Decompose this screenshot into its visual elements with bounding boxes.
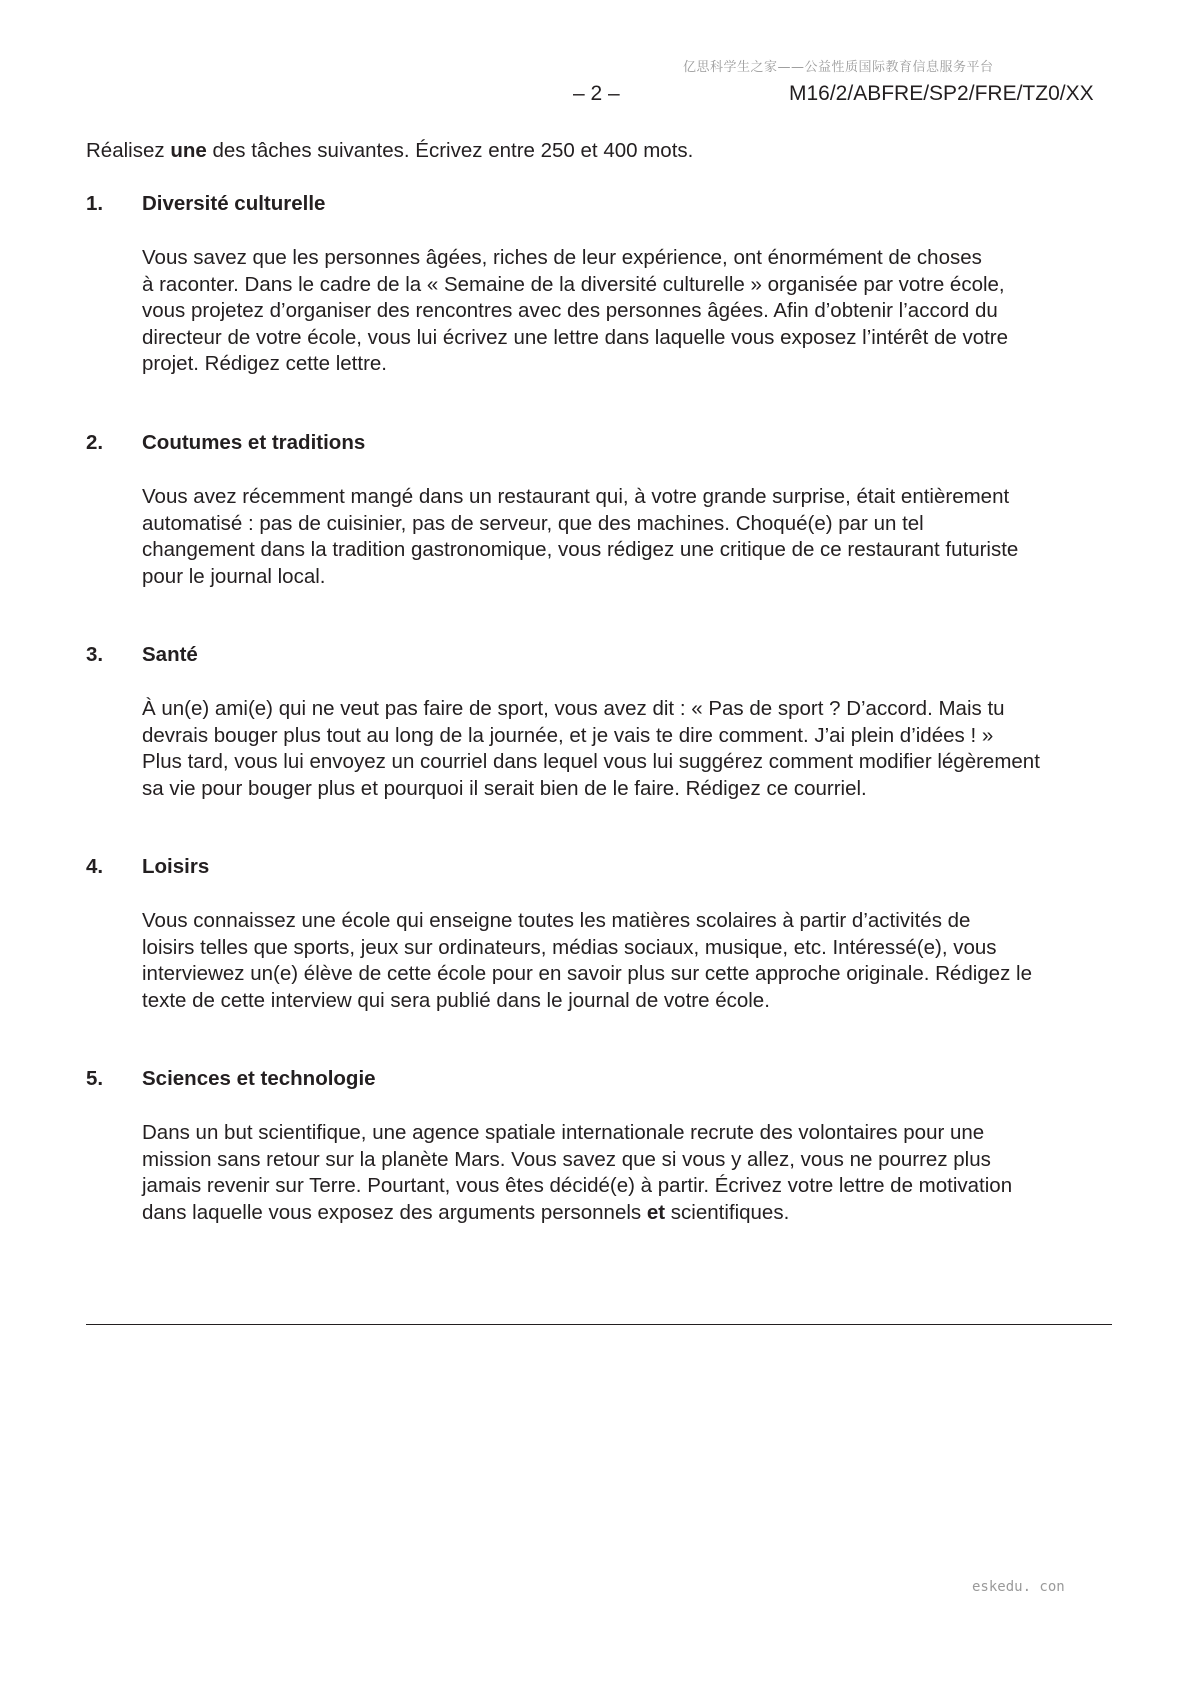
task-header <box>86 192 1116 220</box>
task-description <box>142 484 1117 590</box>
task-header <box>86 643 1116 671</box>
task-line-end: scientifiques. <box>665 1200 790 1224</box>
task-line: sa vie pour bouger plus et pourquoi il serait bien de le faire. Rédigez ce courriel. <box>142 776 867 800</box>
task-line: loisirs telles que sports, jeux sur ordinateurs, médias sociaux, musique, etc. Intéressé(e), vous <box>142 935 997 959</box>
task-line: Dans un but scientifique, une agence spatiale internationale recrute des volontaires pour une <box>142 1121 985 1144</box>
task-line: pour le journal local. <box>142 564 326 588</box>
task-title: Santé <box>142 643 198 666</box>
page-number: – 2 – <box>573 82 620 105</box>
task-line: mission sans retour sur la planète Mars. Vous savez que si vous y allez, vous ne pourrez plus <box>142 1147 991 1171</box>
task-title: Coutumes et traditions <box>142 431 366 454</box>
task-number: 5. <box>86 1067 104 1090</box>
instructions-text-start: Réalisez <box>86 139 171 162</box>
task-line: vous projetez d’organiser des rencontres avec des personnes âgées. Afin d’obtenir l’accord du <box>142 299 998 323</box>
end-rule <box>86 1324 1112 1325</box>
instructions <box>86 139 693 163</box>
task-line: À un(e) ami(e) qui ne veut pas faire de sport, vous avez dit : « Pas de sport ? D’accord. Mais tu <box>142 697 1005 720</box>
task-line-start: dans laquelle vous exposez des arguments personnels <box>142 1200 647 1224</box>
task-line: interviewez un(e) élève de cette école pour en savoir plus sur cette approche originale. Rédigez le <box>142 962 1032 986</box>
task-line: devrais bouger plus tout au long de la journée, et je vais te dire comment. J’ai plein d’idées ! » <box>142 723 994 747</box>
task-header <box>86 1067 1116 1095</box>
task-line: jamais revenir sur Terre. Pourtant, vous êtes décidé(e) à partir. Écrivez votre lettre de motivation <box>142 1174 1013 1198</box>
task-description <box>142 1120 1117 1226</box>
watermark-bottom: eskedu. con <box>972 1579 1065 1595</box>
task-line: Vous avez récemment mangé dans un restaurant qui, à votre grande surprise, était entièrement <box>142 485 1010 508</box>
task-header <box>86 855 1116 883</box>
task-number: 3. <box>86 643 104 666</box>
task-line <box>142 1200 1117 1227</box>
task-3 <box>86 643 1116 802</box>
task-1 <box>86 192 1116 378</box>
task-description <box>142 696 1117 802</box>
task-title: Loisirs <box>142 855 210 878</box>
task-line: Plus tard, vous lui envoyez un courriel dans lequel vous lui suggérez comment modifier légèrement <box>142 750 1040 774</box>
task-title: Sciences et technologie <box>142 1067 376 1090</box>
watermark-top: 亿思科学生之家——公益性质国际教育信息服务平台 <box>683 60 994 75</box>
task-number: 2. <box>86 431 104 454</box>
instructions-text-end: des tâches suivantes. Écrivez entre 250 et 400 mots. <box>206 139 694 162</box>
task-4 <box>86 855 1116 1014</box>
task-line-emphasis: et <box>646 1200 666 1224</box>
task-description <box>142 908 1117 1014</box>
task-line: Vous savez que les personnes âgées, riches de leur expérience, ont énormément de choses <box>142 246 982 269</box>
task-number: 1. <box>86 192 104 215</box>
task-line: Vous connaissez une école qui enseigne toutes les matières scolaires à partir d’activités de <box>142 909 971 932</box>
task-2 <box>86 431 1116 590</box>
task-line: automatisé : pas de cuisinier, pas de serveur, que des machines. Choqué(e) par un tel <box>142 511 924 535</box>
task-line: texte de cette interview qui sera publié dans le journal de votre école. <box>142 988 770 1012</box>
task-number: 4. <box>86 855 104 878</box>
task-line: à raconter. Dans le cadre de la « Semaine de la diversité culturelle » organisée par votre école, <box>142 272 1005 296</box>
task-line: projet. Rédigez cette lettre. <box>142 352 387 376</box>
task-header <box>86 431 1116 459</box>
task-description <box>142 245 1117 378</box>
instructions-emphasis: une <box>170 139 207 162</box>
task-title: Diversité culturelle <box>142 192 326 215</box>
task-5 <box>86 1067 1116 1226</box>
document-code: M16/2/ABFRE/SP2/FRE/TZ0/XX <box>789 82 1094 105</box>
task-line: changement dans la tradition gastronomique, vous rédigez une critique de ce restaurant futuriste <box>142 538 1019 562</box>
task-line: directeur de votre école, vous lui écrivez une lettre dans laquelle vous exposez l’intérêt de votre <box>142 325 1009 349</box>
